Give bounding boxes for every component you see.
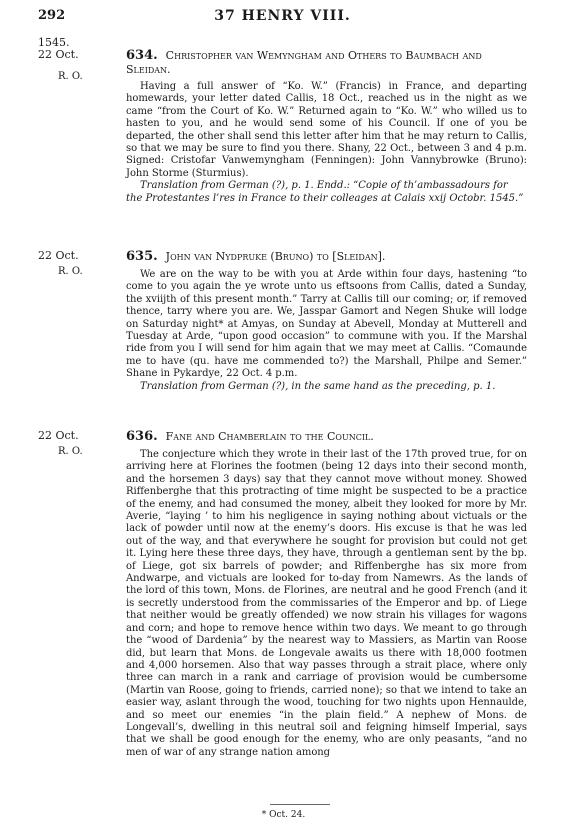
entry-date: 22 Oct. <box>38 249 79 262</box>
entry-number: 634. <box>126 48 158 63</box>
page-number: 292 <box>38 8 66 23</box>
entry-text: We are on the way to be with you at Arde within four days, hastening “to come to you again the ye wrote unto us eftsoons from Callis, dated a Sunday, the xviijth of this present month.” Tarry at Callis till our coming; or, if removed thence, tarry where you are. We, Jasspar Gamort and Negen Shuke will lodge on Saturday night* at Amyas, on Sunday at Abevell, Monday at Mutterell and Tuesday at Arde, “upon good occasion” to commune with you. If the Marshal ride from you I will send for him again that we may meet at Callis. “Comaunde me to have (qu. have me commended to?) the Marshall, Philpe and Semer.” Shane in Pykardye, 22 Oct. 4 p.m. <box>126 269 527 380</box>
entry-body <box>126 250 527 393</box>
entry-title: John van Nydpruke (Bruno) to [Sleidan]. <box>165 250 386 263</box>
entry-heading <box>126 250 527 264</box>
entry-margin <box>38 250 108 278</box>
footnote-rule <box>270 804 330 805</box>
entry-date: 22 Oct. <box>38 429 79 442</box>
entry-margin <box>38 37 108 83</box>
entry-margin <box>38 430 108 458</box>
year-label: 1545. <box>38 36 70 49</box>
entry-note: Translation from German (?), in the same hand as the preceding, p. 1. <box>140 380 496 392</box>
entry-title: Fane and Chamberlain to the Council. <box>165 430 374 443</box>
footnote: * Oct. 24. <box>261 810 306 820</box>
entry-title: Christopher van Wemyngham and Others to Baumbach and Sleidan. <box>126 49 482 76</box>
entry-number: 635. <box>126 249 158 264</box>
entry-number: 636. <box>126 429 158 444</box>
entry-heading <box>126 49 527 77</box>
entry-note: Translation from German (?), p. 1. Endd.: “Copie of th’ambassadours for the Protestantes l’res in France to their colleages at Calais xxij Octobr. 1545.” <box>126 180 524 204</box>
entry-heading <box>126 430 527 444</box>
entry-date: 22 Oct. <box>38 48 79 61</box>
entry-source: R. O. <box>58 266 83 277</box>
entry-source: R. O. <box>58 71 83 82</box>
entry-text: Having a full answer of “Ko. W.” (Francis) in France, and departing homewards, your letter dated Callis, 18 Oct., reached us in the night as we came “from the Court of Ko. W.” Returned again to “Ko. W.” who willed us to hasten to you, and he would send some of his Council. If one of you be departed, the other shall send this letter after him that he may return to Callis, so that we may be sure to find you there. Shany, 22 Oct., between 3 and 4 p.m. Signed: Cristofar Vanwemyngham (Fenningen): John Vannybrowke (Bruno): John Storme (Sturmius). <box>126 81 527 179</box>
entry-source: R. O. <box>58 446 83 457</box>
entry-body <box>126 430 527 759</box>
page-header <box>38 8 527 28</box>
entry-body <box>126 49 527 205</box>
running-title: 37 HENRY VIII. <box>214 8 351 24</box>
entry-text: The conjecture which they wrote in their last of the 17th proved true, for on arriving here at Florines the footmen (being 12 days into their second month, and the horsemen 3 days) say that they cannot move without money. Showed Riffenberghe that this protracting of time might be suspected to be a practice of the enemy, and had consumed the money, albeit they looked for more by Mr. Averie, “laying ’ to him his negligence in saying nothing about victuals or the lack of powder until now at the enemy’s doors. His excuse is that he was led out of the way, and that everywhere he sought for provision but could not get it. Lying here these three days, they have, through a gentleman sent by the bp. of Liege, got six barrels of powder; and Riffenberghe has six more from Andwarpe, and victuals are looked for to-day from Namewrs. As the lands of the lord of this town, Mons. de Florines, are neutral and he good French (and it is secretly understood from the commissaries of the Emperor and bp. of Liege that neither would be greatly offended) we now strain his villages for wagons and corn; and hope to remove hence within two days. We meant to go through the “wood of Dardenia” by the nearest way to Massiers, as Martin van Roose did, but learn that Mons. de Longevale awaits us there with 18,000 footmen and 4,000 horsemen. Also that way passes through a strait place, where only three can march in a rank and carriage of provision would be cumbersome (Martin van Roose, going to friends, carried none); so that we intend to take an easier way, aslant through the wood, touching for two nights upon Hennaulde, and so meet our enemies “in the plain field.” A nephew of Mons. de Longevall’s, dwelling in this neutral soil and feigning himself Imperial, says that we shall be good enough for the enemy, who are only peasants, “and no men of war of any strange nation among <box>126 449 527 758</box>
